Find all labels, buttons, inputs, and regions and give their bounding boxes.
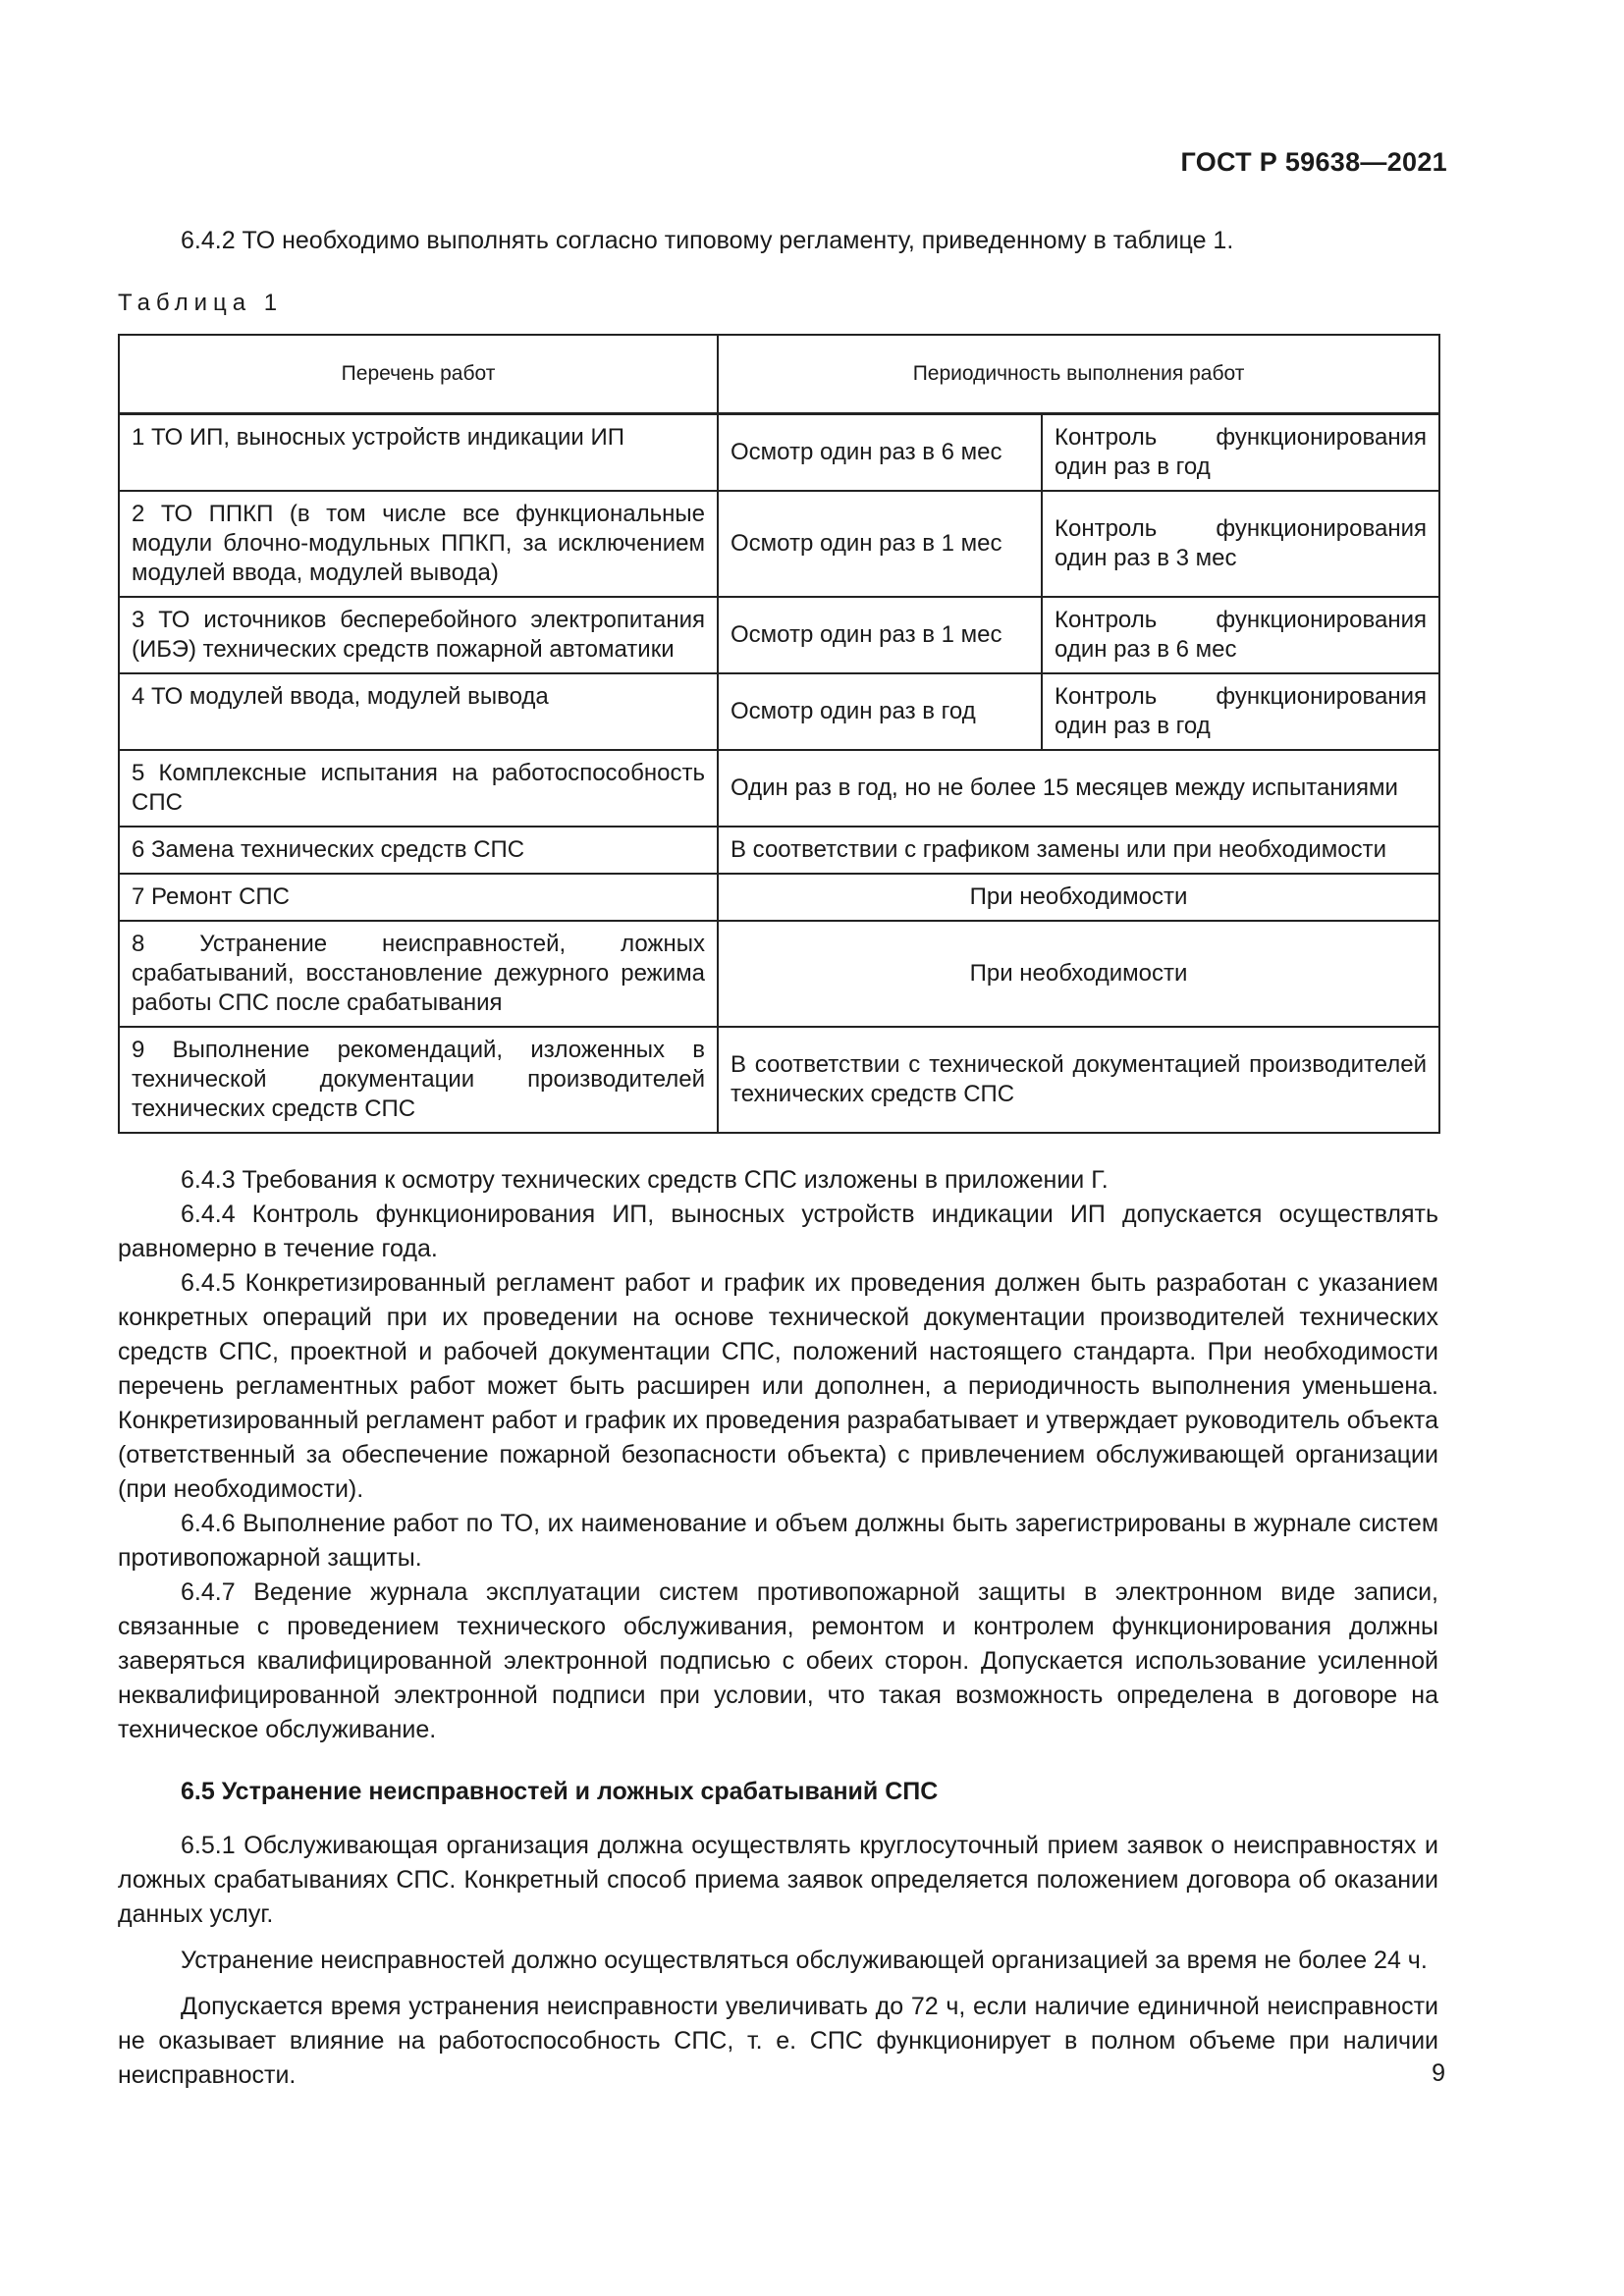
control-cell: Контроль функционирования один раз в год bbox=[1042, 414, 1439, 492]
paragraph-gap bbox=[118, 1978, 1438, 1990]
periodicity-cell: В соответствии с технической документацией производителей технических средств СПС bbox=[718, 1027, 1439, 1133]
work-name-cell: 5 Комплексные испытания на работоспособность СПС bbox=[119, 750, 718, 827]
body-paragraph: 6.4.4 Контроль функционирования ИП, выносных устройств индикации ИП допускается осуществлять равномерно в течение года. bbox=[118, 1201, 1438, 1262]
body-paragraph: 6.4.7 Ведение журнала эксплуатации систем противопожарной защиты в электронном виде записи, связанные с проведением технического обслуживания, ремонтом и контролем функционирования должны заверяться квалифицированной электронной подписью с обеих сторон. Допускается использование усиленной неквалифицированной электронной подписи при условии, что такая возможность определена в договоре на техническое обслуживание. bbox=[118, 1578, 1438, 1743]
periodicity-cell: При необходимости bbox=[718, 921, 1439, 1027]
intro-paragraph: 6.4.2 ТО необходимо выполнять согласно типовому регламенту, приведенному в таблице 1. bbox=[181, 227, 1234, 254]
section-title: 6.5 Устранение неисправностей и ложных срабатываний СПС bbox=[181, 1778, 939, 1805]
work-name-cell: 8 Устранение неисправностей, ложных срабатываний, восстановление дежурного режима работы СПС после срабатывания bbox=[119, 921, 718, 1027]
work-name-cell: 4 ТО модулей ввода, модулей вывода bbox=[119, 673, 718, 750]
work-name-cell: 2 ТО ППКП (в том числе все функциональные модули блочно-модульных ППКП, за исключением модулей ввода, модулей вывода) bbox=[119, 491, 718, 597]
inspection-cell: Осмотр один раз в 1 мес bbox=[718, 491, 1042, 597]
page-number: 9 bbox=[1432, 2059, 1445, 2087]
inspection-cell: Осмотр один раз в 6 мес bbox=[718, 414, 1042, 492]
table-row bbox=[119, 491, 1439, 597]
section-paragraph: Устранение неисправностей должно осуществляться обслуживающей организацией за время не более 24 ч. bbox=[181, 1947, 1428, 1974]
control-cell: Контроль функционирования один раз в год bbox=[1042, 673, 1439, 750]
header-periodicity: Периодичность выполнения работ bbox=[718, 335, 1439, 414]
control-cell: Контроль функционирования один раз в 3 мес bbox=[1042, 491, 1439, 597]
periodicity-cell: Один раз в год, но не более 15 месяцев между испытаниями bbox=[718, 750, 1439, 827]
table-row bbox=[119, 874, 1439, 921]
control-cell: Контроль функционирования один раз в 6 мес bbox=[1042, 597, 1439, 673]
periodicity-cell: В соответствии с графиком замены или при необходимости bbox=[718, 827, 1439, 874]
table-row bbox=[119, 1027, 1439, 1133]
table-row bbox=[119, 673, 1439, 750]
paragraph-gap bbox=[118, 1932, 1438, 1944]
table-header-row bbox=[119, 335, 1439, 414]
table-caption: Таблица 1 bbox=[118, 290, 284, 316]
work-name-cell: 3 ТО источников бесперебойного электропитания (ИБЭ) технических средств пожарной автоматики bbox=[119, 597, 718, 673]
section-paragraphs bbox=[118, 1829, 1438, 2093]
document-code: ГОСТ Р 59638—2021 bbox=[1180, 147, 1447, 177]
body-paragraph: 6.4.3 Требования к осмотру технических средств СПС изложены в приложении Г. bbox=[181, 1166, 1109, 1194]
table-body bbox=[119, 414, 1439, 1134]
table-row bbox=[119, 921, 1439, 1027]
periodicity-cell: При необходимости bbox=[718, 874, 1439, 921]
table-row bbox=[119, 414, 1439, 492]
work-name-cell: 1 ТО ИП, выносных устройств индикации ИП bbox=[119, 414, 718, 492]
body-paragraph: 6.4.6 Выполнение работ по ТО, их наименование и объем должны быть зарегистрированы в журнале систем противопожарной защиты. bbox=[118, 1510, 1438, 1572]
section-paragraph: 6.5.1 Обслуживающая организация должна осуществлять круглосуточный прием заявок о неисправностях и ложных срабатываниях СПС. Конкретный способ приема заявок определяется положением договора об оказании данных услуг. bbox=[118, 1832, 1438, 1928]
table-row bbox=[119, 827, 1439, 874]
inspection-cell: Осмотр один раз в 1 мес bbox=[718, 597, 1042, 673]
page-content bbox=[118, 224, 1438, 2093]
maintenance-table bbox=[118, 334, 1440, 1134]
work-name-cell: 7 Ремонт СПС bbox=[119, 874, 718, 921]
header-works: Перечень работ bbox=[119, 335, 718, 414]
inspection-cell: Осмотр один раз в год bbox=[718, 673, 1042, 750]
body-paragraph: 6.4.5 Конкретизированный регламент работ и график их проведения должен быть разработан с указанием конкретных операций при их проведении на основе технической документации производителей технических средств СПС, проектной и рабочей документации СПС, положений настоящего стандарта. При необходимости перечень регламентных работ может быть расширен или дополнен, а периодичность выполнения уменьшена. Конкретизированный регламент работ и график их проведения разрабатывает и утверждает руководитель объекта (ответственный за обеспечение пожарной безопасности объекта) с привлечением обслуживающей организации (при необходимости). bbox=[118, 1269, 1438, 1503]
work-name-cell: 9 Выполнение рекомендаций, изложенных в технической документации производителей технических средств СПС bbox=[119, 1027, 718, 1133]
body-paragraphs bbox=[118, 1163, 1438, 1747]
section-paragraph: Допускается время устранения неисправности увеличивать до 72 ч, если наличие единичной неисправности не оказывает влияние на работоспособность СПС, т. е. СПС функционирует в полном объеме при наличии неисправности. bbox=[118, 1993, 1438, 2089]
table-row bbox=[119, 597, 1439, 673]
table-row bbox=[119, 750, 1439, 827]
work-name-cell: 6 Замена технических средств СПС bbox=[119, 827, 718, 874]
